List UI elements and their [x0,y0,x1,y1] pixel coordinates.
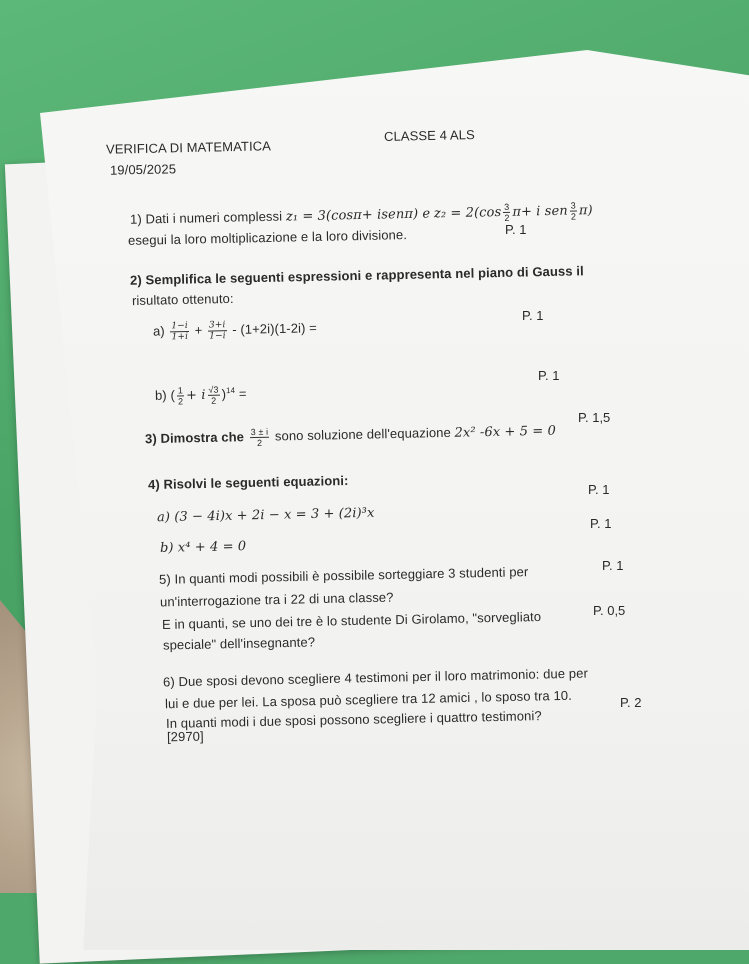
q3-text1: 3) Dimostra che [144,429,245,447]
q2-a-fraction-1 [170,321,189,342]
q3-points: P. 1,5 [578,410,611,425]
q2-b-fraction-1 [177,385,185,406]
q2-b-expression [155,384,247,407]
q1-z1: z₁ = 3(cosπ+ isenπ) e [285,206,431,225]
q1-z2-mid: π+ i sen [512,203,568,220]
q2-a-rest: - (1+2i)(1-2i) = [232,320,318,337]
q3-frac-den: 2 [256,437,263,448]
q5-line1: 5) In quanti modi possibili è possibile sorteggiare 3 studenti per [158,564,529,587]
q2-a-f2-num: 3+i [208,320,226,331]
q5-points1: P. 1 [602,558,624,573]
q5-line2: un'interrogazione tra i 22 di una classe? [159,589,394,610]
q6-line3: In quanti modi i due sposi possono scegliere i quattro testimoni? [165,708,542,731]
q1-frac-num-2: 3 [570,200,576,211]
q5-points2: P. 0,5 [593,603,626,618]
q1-fraction-a [503,202,511,223]
q2-b-plus-i: + i [185,387,206,404]
q5-line3: E in quanti, se uno dei tre è lo studente Di Girolamo, "sorvegliato [161,609,542,632]
q3-fraction [250,427,270,448]
q2-text1: 2) Semplifica le seguenti espressioni e rappresenta nel piano di Gauss il [129,263,584,288]
q1-line2: esegui la loro moltiplicazione e la loro divisione. [127,227,408,248]
q2-a-plus: + [194,322,203,338]
q3-text2: sono soluzione dell'equazione [274,424,452,444]
q2-a-f1-den: 1+i [171,331,189,343]
q6-points: P. 2 [620,695,642,710]
q2-a-label: a) [152,323,165,339]
exam-paper-sheet [40,50,749,950]
q2-a-f1-num: 1−i [171,320,188,332]
q6-line2: lui e due per lei. La sposa può scegliere tra 12 amici , lo sposo tra 10. [164,687,573,712]
q2-b-equals: = [238,385,247,402]
q2-a-points: P. 1 [522,308,544,323]
exam-date: 19/05/2025 [109,161,177,178]
q2-b-points: P. 1 [538,368,560,383]
q2-b-f1-num: 1 [177,385,184,396]
q3-equation: 2x² -6x + 5 = 0 [454,423,557,441]
q1-frac-den: 2 [504,212,510,224]
q4-b-points: P. 1 [590,516,612,531]
q4-a-equation: a) (3 − 4i)x + 2i − x = 3 + (2i)³x [156,505,375,526]
q1-points: P. 1 [505,222,527,237]
q1-z2-end: π) [578,203,593,219]
q4-line1: 4) Risolvi le seguenti equazioni: [147,472,349,493]
q2-line2: risultato ottenuto: [131,290,234,309]
q2-b-exponent: 14 [225,385,236,396]
q3-frac-num: 3 ± i [250,426,269,438]
q1-frac-num: 3 [504,201,510,213]
q5-line4: speciale" dell'insegnante? [162,634,316,653]
q4-b-equation: b) x⁴ + 4 = 0 [159,539,247,556]
q2-b-close-paren: ) [221,386,227,402]
q2-b-open-paren: ( [170,387,176,403]
q6-answer: [2970] [166,728,204,745]
q2-a-fraction-2 [208,320,227,341]
q1-fraction-b [570,200,578,221]
q2-a-f2-den: 1−i [209,331,226,342]
q1-intro: 1) Dati i numeri complessi [129,208,283,227]
exam-title: VERIFICA DI MATEMATICA [105,138,272,157]
q2-b-f2-den: 2 [211,395,217,406]
class-label: CLASSE 4 ALS [383,127,475,144]
q1-z2: z₂ = 2(cos [433,205,502,222]
q4-a-points: P. 1 [588,482,610,497]
q1-frac-den-2: 2 [570,211,577,222]
q6-line1: 6) Due sposi devono scegliere 4 testimoni per il loro matrimonio: due per [162,665,589,690]
q2-a-expression [153,318,317,342]
q2-b-f1-den: 2 [177,396,184,407]
q2-b-label: b) [154,387,167,403]
q2-b-fraction-2 [207,385,220,406]
q2-b-f2-num: √3 [208,384,219,395]
